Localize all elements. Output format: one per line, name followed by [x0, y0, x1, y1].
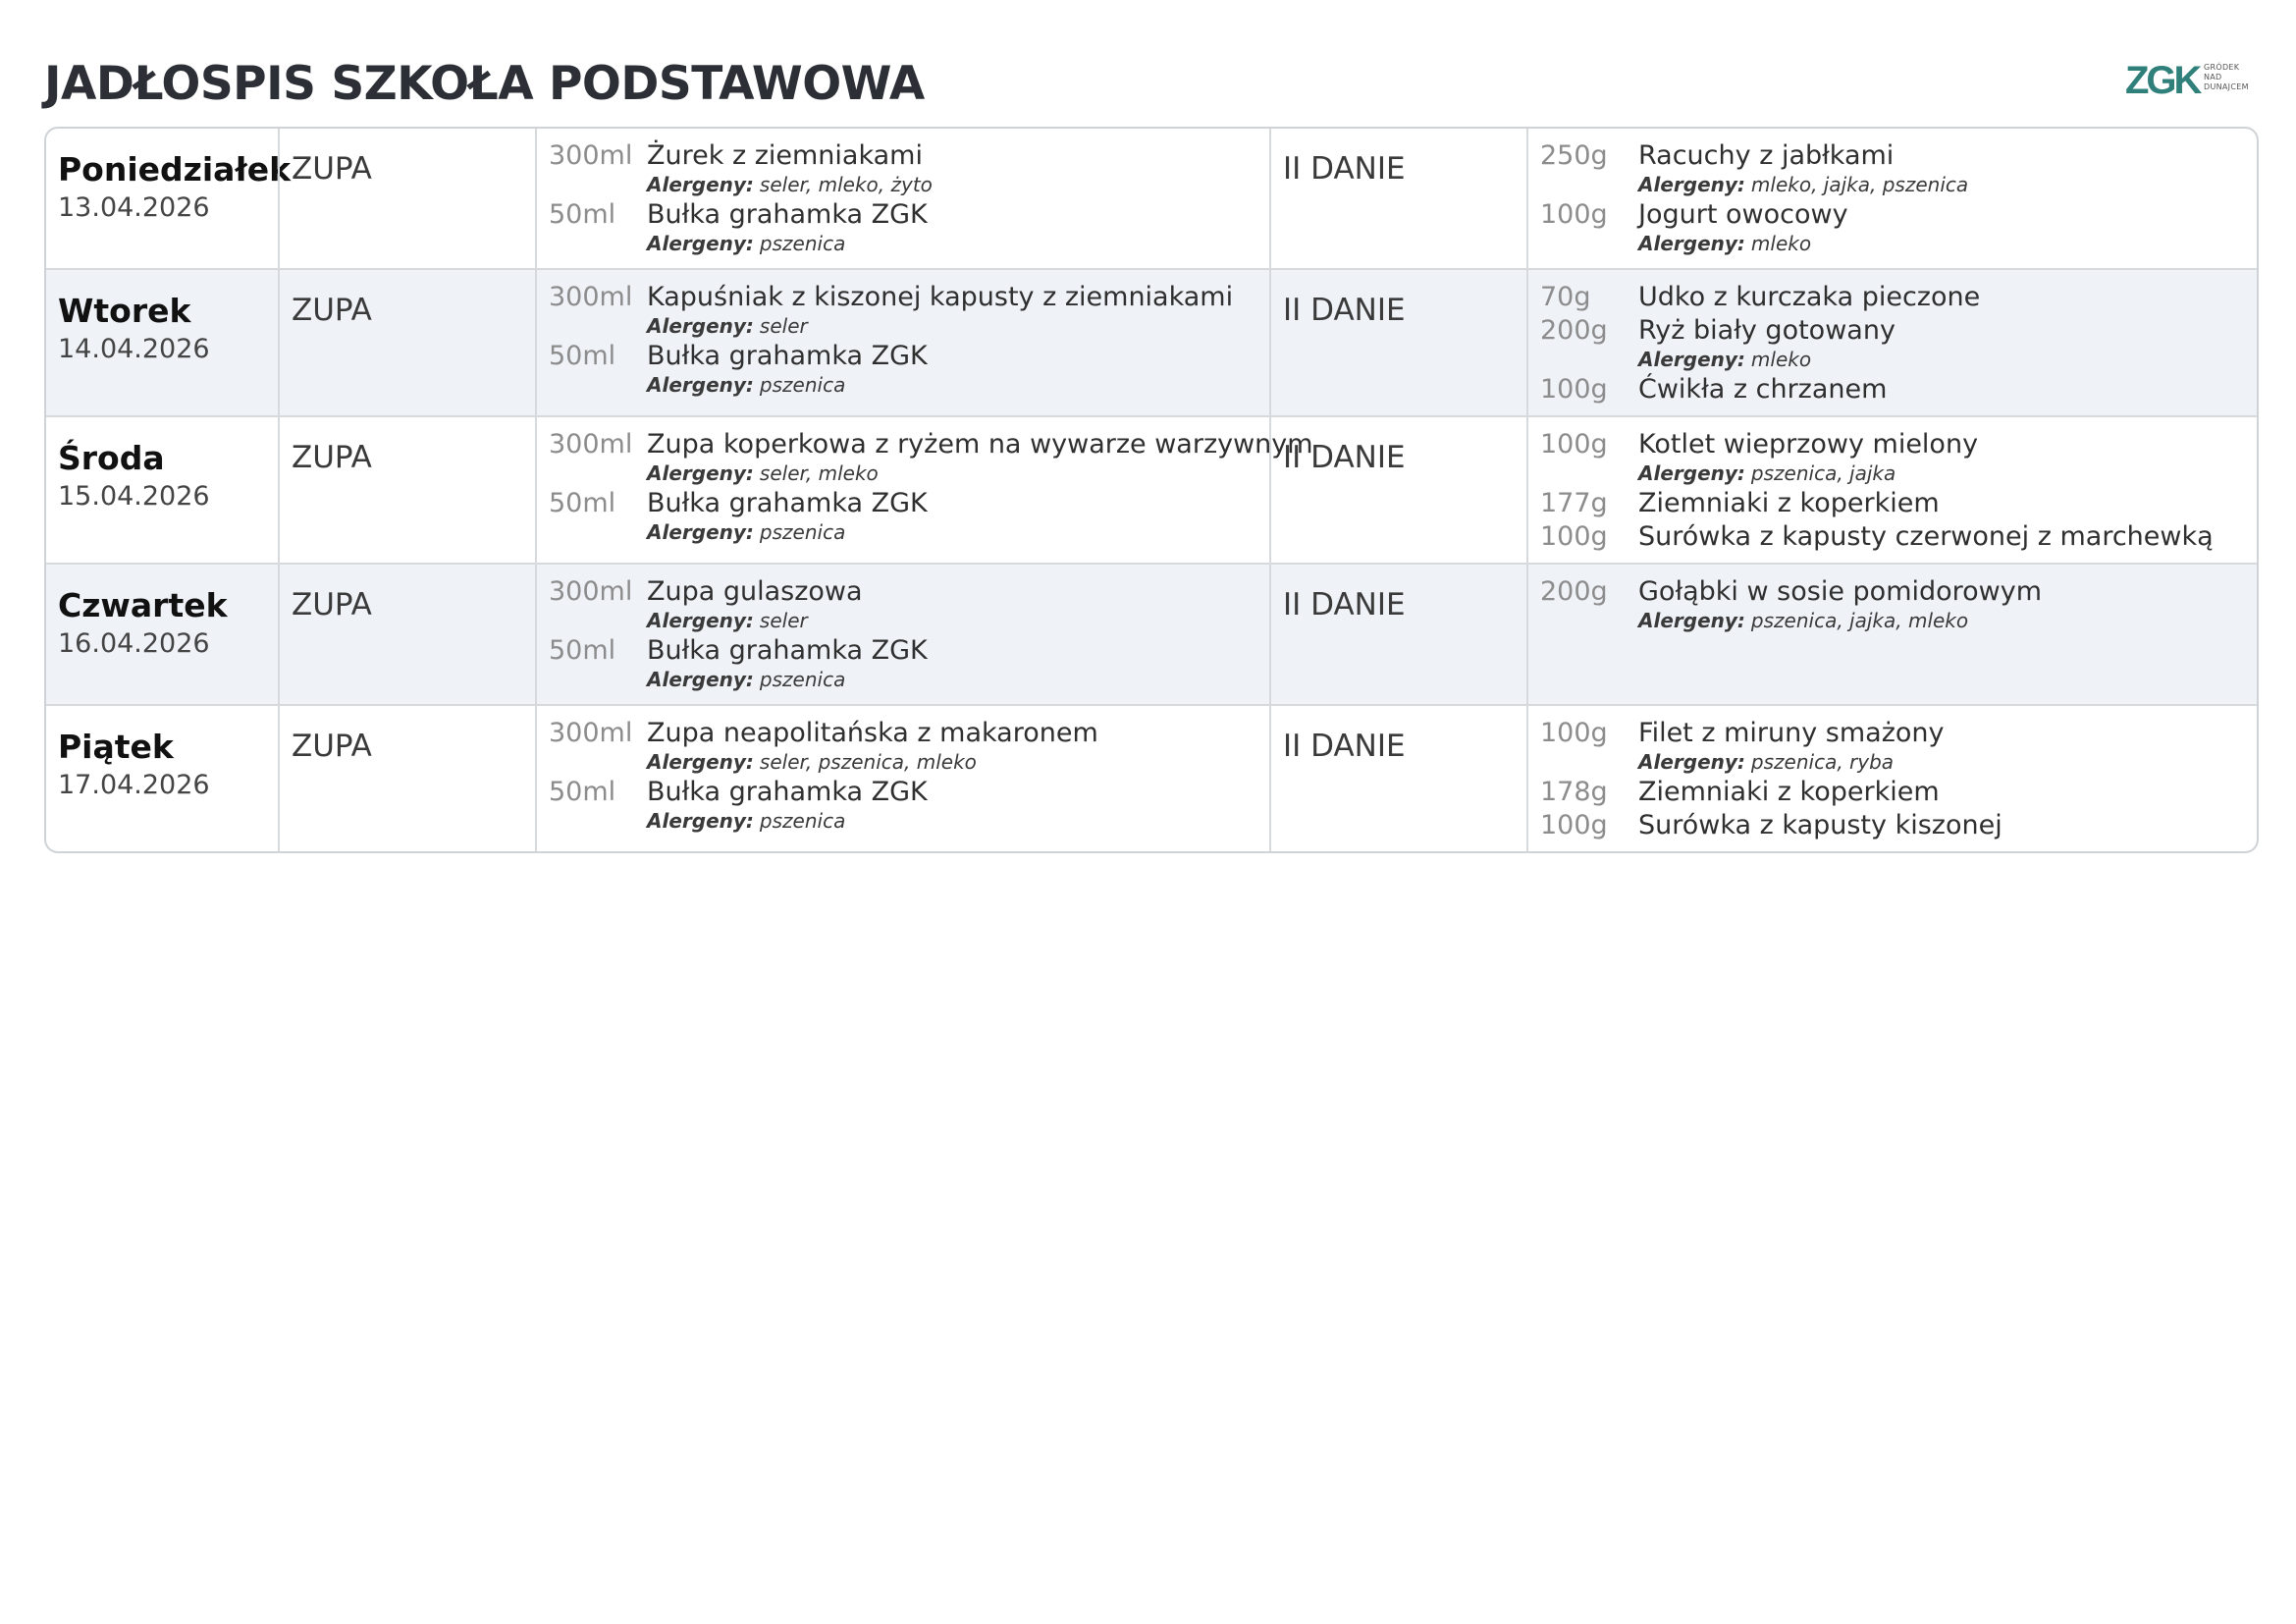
allergens-label: Alergeny:: [647, 520, 754, 544]
allergens: [647, 313, 1269, 339]
item-quantity: 300ml: [549, 576, 633, 607]
day-date: 14.04.2026: [58, 334, 210, 364]
menu-item: [1540, 282, 2257, 313]
day-date: 16.04.2026: [58, 628, 210, 659]
dish-name: Zupa neapolitańska z makaronem: [647, 718, 1098, 748]
menu-item: [1540, 488, 2257, 519]
menu-item: [1540, 315, 2257, 372]
soup-items-cell: [535, 565, 1269, 704]
dish-name: Zupa gulaszowa: [647, 576, 863, 607]
dish-name: Gołąbki w sosie pomidorowym: [1638, 576, 2043, 607]
allergens-label: Alergeny:: [1638, 461, 1745, 485]
logo-line-3: DUNAJCEM: [2204, 82, 2249, 91]
allergens-label: Alergeny:: [647, 314, 754, 338]
menu-item: [549, 429, 1313, 486]
day-row: [46, 415, 2257, 563]
item-quantity: 177g: [1540, 488, 1608, 518]
menu-item: [549, 199, 1269, 256]
day-name: Poniedziałek: [58, 150, 292, 189]
allergens-label: Alergeny:: [647, 373, 754, 397]
allergens: [1638, 231, 2257, 256]
soup-label-cell: [278, 129, 535, 268]
allergens-list: pszenica, jajka: [1750, 461, 1896, 485]
allergens-list: mleko: [1750, 348, 1812, 371]
dish: [1638, 718, 2257, 775]
soup-label: ZUPA: [292, 587, 372, 623]
dish: [1638, 315, 2257, 372]
soup-label-cell: [278, 706, 535, 851]
item-quantity: 100g: [1540, 429, 1608, 460]
menu-item: [549, 777, 1269, 834]
allergens-label: Alergeny:: [647, 232, 754, 255]
logo-line-1: GRÓDEK: [2204, 63, 2240, 72]
allergens-list: pszenica: [759, 809, 846, 833]
allergens: [647, 667, 1269, 692]
allergens: [1638, 460, 2257, 486]
day-cell: [46, 565, 278, 704]
allergens: [1638, 172, 2257, 197]
item-quantity: 50ml: [549, 341, 616, 371]
allergens-label: Alergeny:: [647, 461, 754, 485]
main-label-cell: [1269, 270, 1526, 415]
main-course-label: II DANIE: [1283, 587, 1406, 623]
soup-items-cell: [535, 129, 1269, 268]
allergens-label: Alergeny:: [1638, 173, 1745, 196]
item-quantity: 70g: [1540, 282, 1591, 312]
day-cell: [46, 270, 278, 415]
zgk-logo-text: [2204, 63, 2249, 92]
menu-item: [1540, 777, 2257, 808]
allergens-list: pszenica: [759, 520, 846, 544]
soup-label: ZUPA: [292, 729, 372, 764]
menu-item: [1540, 429, 2257, 486]
dish-name: Ćwikła z chrzanem: [1638, 374, 1888, 405]
day-cell: [46, 417, 278, 563]
menu-item: [549, 140, 1269, 197]
menu-item: [549, 635, 1269, 692]
menu-item: [1540, 199, 2257, 256]
allergens: [1638, 347, 2257, 372]
item-quantity: 300ml: [549, 429, 633, 460]
soup-items-cell: [535, 706, 1269, 851]
main-items-cell: [1526, 706, 2257, 851]
dish: [1638, 777, 2257, 808]
allergens: [1638, 749, 2257, 775]
main-label-cell: [1269, 129, 1526, 268]
allergens-list: seler, pszenica, mleko: [759, 750, 977, 774]
main-label-cell: [1269, 417, 1526, 563]
allergens: [647, 519, 1269, 545]
soup-label-cell: [278, 270, 535, 415]
menu-item: [1540, 576, 2257, 633]
zgk-logo-mark: ZGK: [2125, 59, 2200, 102]
allergens-label: Alergeny:: [647, 750, 754, 774]
dish: [647, 140, 1269, 197]
dish-name: Udko z kurczaka pieczone: [1638, 282, 1981, 312]
allergens-list: pszenica, jajka, mleko: [1750, 609, 1969, 632]
dish: [647, 282, 1269, 339]
dish: [1638, 521, 2257, 553]
allergens: [647, 608, 1269, 633]
allergens: [647, 172, 1269, 197]
dish-name: Zupa koperkowa z ryżem na wywarze warzywnym: [647, 429, 1313, 460]
day-name: Czwartek: [58, 586, 228, 624]
main-course-label: II DANIE: [1283, 729, 1406, 764]
dish-name: Bułka grahamka ZGK: [647, 488, 928, 518]
allergens-list: seler, mleko: [759, 461, 879, 485]
allergens-label: Alergeny:: [647, 173, 754, 196]
soup-items-cell: [535, 270, 1269, 415]
soup-label: ZUPA: [292, 151, 372, 187]
dish: [1638, 810, 2257, 841]
allergens-label: Alergeny:: [647, 668, 754, 691]
day-row: [46, 563, 2257, 704]
item-quantity: 100g: [1540, 718, 1608, 748]
dish: [647, 777, 1269, 834]
day-name: Środa: [58, 439, 165, 477]
dish: [647, 718, 1269, 775]
allergens-list: seler, mleko, żyto: [759, 173, 933, 196]
day-name: Wtorek: [58, 292, 191, 330]
dish-name: Surówka z kapusty kiszonej: [1638, 810, 2002, 840]
main-items-cell: [1526, 270, 2257, 415]
allergens-list: pszenica, ryba: [1750, 750, 1895, 774]
dish: [1638, 429, 2257, 486]
menu-item: [549, 488, 1269, 545]
dish-name: Bułka grahamka ZGK: [647, 199, 928, 230]
item-quantity: 100g: [1540, 521, 1608, 552]
allergens-list: pszenica: [759, 232, 846, 255]
soup-label: ZUPA: [292, 293, 372, 328]
soup-label-cell: [278, 565, 535, 704]
main-items-cell: [1526, 565, 2257, 704]
day-cell: [46, 129, 292, 268]
day-cell: [46, 706, 278, 851]
dish: [1638, 488, 2257, 519]
menu-item: [1540, 718, 2257, 775]
dish-name: Ziemniaki z koperkiem: [1638, 777, 1940, 807]
item-quantity: 50ml: [549, 635, 616, 666]
menu-item: [549, 718, 1269, 775]
item-quantity: 250g: [1540, 140, 1608, 171]
item-quantity: 100g: [1540, 810, 1608, 840]
day-date: 17.04.2026: [58, 770, 210, 800]
day-name: Piątek: [58, 728, 174, 766]
menu-item: [549, 341, 1269, 398]
menu-item: [1540, 810, 2257, 841]
menu-item: [1540, 374, 2257, 406]
day-date: 13.04.2026: [58, 192, 210, 223]
dish: [647, 576, 1269, 633]
allergens-list: mleko, jajka, pszenica: [1750, 173, 1969, 196]
page-title: JADŁOSPIS SZKOŁA PODSTAWOWA: [44, 57, 925, 111]
allergens-label: Alergeny:: [647, 809, 754, 833]
item-quantity: 100g: [1540, 374, 1608, 405]
soup-items-cell: [535, 417, 1313, 563]
menu-item: [549, 576, 1269, 633]
item-quantity: 50ml: [549, 777, 616, 807]
dish: [1638, 374, 2257, 406]
menu-item: [1540, 140, 2257, 197]
soup-label-cell: [278, 417, 535, 563]
day-row: [46, 129, 2257, 268]
dish: [1638, 282, 2257, 313]
day-row: [46, 704, 2257, 851]
dish: [1638, 576, 2257, 633]
dish-name: Filet z miruny smażony: [1638, 718, 1945, 748]
dish-name: Surówka z kapusty czerwonej z marchewką: [1638, 521, 2214, 552]
item-quantity: 200g: [1540, 315, 1608, 346]
dish-name: Bułka grahamka ZGK: [647, 341, 928, 371]
dish-name: Bułka grahamka ZGK: [647, 635, 928, 666]
main-items-cell: [1526, 417, 2257, 563]
allergens: [1638, 608, 2257, 633]
dish: [1638, 199, 2257, 256]
allergens-label: Alergeny:: [1638, 609, 1745, 632]
allergens-label: Alergeny:: [1638, 232, 1745, 255]
main-label-cell: [1269, 706, 1526, 851]
dish: [1638, 140, 2257, 197]
item-quantity: 300ml: [549, 140, 633, 171]
dish-name: Ryż biały gotowany: [1638, 315, 1896, 346]
dish-name: Ziemniaki z koperkiem: [1638, 488, 1940, 518]
allergens: [647, 372, 1269, 398]
menu-item: [1540, 521, 2257, 553]
dish-name: Bułka grahamka ZGK: [647, 777, 928, 807]
menu-item: [549, 282, 1269, 339]
item-quantity: 50ml: [549, 199, 616, 230]
day-row: [46, 268, 2257, 415]
dish: [647, 635, 1269, 692]
dish: [647, 199, 1269, 256]
day-date: 15.04.2026: [58, 481, 210, 512]
allergens-label: Alergeny:: [1638, 750, 1745, 774]
item-quantity: 200g: [1540, 576, 1608, 607]
dish-name: Jogurt owocowy: [1638, 199, 1848, 230]
dish: [647, 429, 1313, 486]
item-quantity: 300ml: [549, 718, 633, 748]
allergens-list: seler: [759, 609, 808, 632]
soup-label: ZUPA: [292, 440, 372, 475]
zgk-logo: [2125, 57, 2253, 102]
item-quantity: 300ml: [549, 282, 633, 312]
logo-line-2: NAD: [2204, 73, 2222, 81]
allergens: [647, 808, 1269, 834]
item-quantity: 50ml: [549, 488, 616, 518]
item-quantity: 100g: [1540, 199, 1608, 230]
main-items-cell: [1526, 129, 2257, 268]
allergens-list: seler: [759, 314, 808, 338]
allergens: [647, 749, 1269, 775]
allergens: [647, 460, 1313, 486]
menu-table: [44, 127, 2259, 853]
dish-name: Kapuśniak z kiszonej kapusty z ziemniakami: [647, 282, 1234, 312]
dish: [647, 488, 1269, 545]
allergens-list: mleko: [1750, 232, 1812, 255]
allergens-list: pszenica: [759, 668, 846, 691]
allergens-label: Alergeny:: [1638, 348, 1745, 371]
allergens-list: pszenica: [759, 373, 846, 397]
allergens: [647, 231, 1269, 256]
allergens-label: Alergeny:: [647, 609, 754, 632]
dish-name: Kotlet wieprzowy mielony: [1638, 429, 1979, 460]
dish: [647, 341, 1269, 398]
item-quantity: 178g: [1540, 777, 1608, 807]
main-course-label: II DANIE: [1283, 151, 1406, 187]
dish-name: Racuchy z jabłkami: [1638, 140, 1895, 171]
dish-name: Żurek z ziemniakami: [647, 140, 923, 171]
main-course-label: II DANIE: [1283, 440, 1406, 475]
main-label-cell: [1269, 565, 1526, 704]
main-course-label: II DANIE: [1283, 293, 1406, 328]
